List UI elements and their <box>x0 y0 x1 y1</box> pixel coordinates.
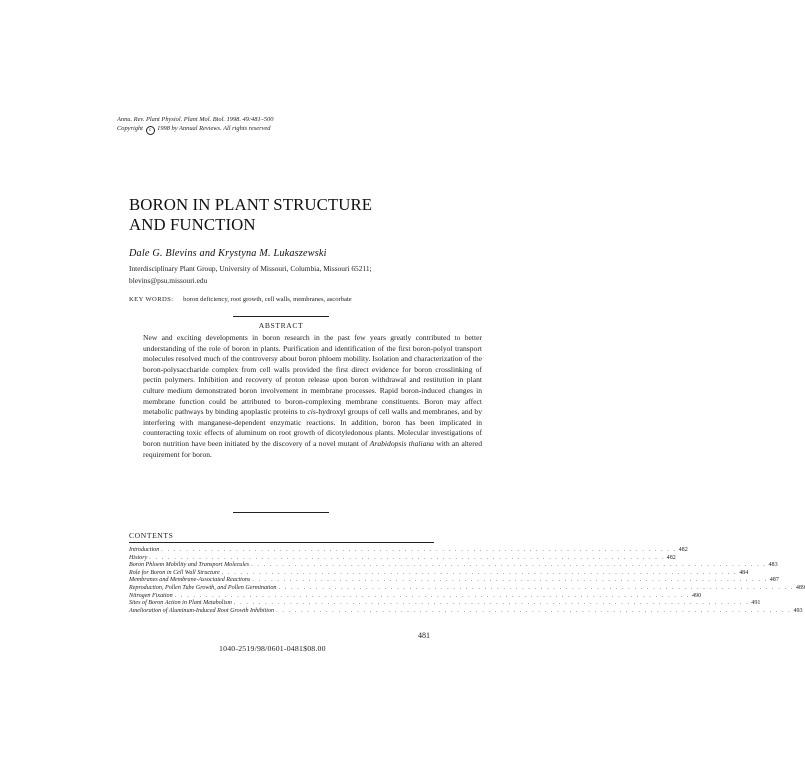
contents-heading: CONTENTS <box>129 531 174 540</box>
journal-citation: Annu. Rev. Plant Physiol. Plant Mol. Biol. 1998. 49:481–500 <box>117 116 274 123</box>
toc-leader-dots: . . . . . . . . . . . . . . . . . . . . . . . . . . . . . . . . . . . . . . . . . . . . . . . . . . . . . . . . . . . . . . . . . . . . . . . . . . . . . . . . . . . <box>221 569 738 576</box>
toc-item-page: 493 <box>793 607 803 614</box>
keywords-text: boron deficiency, root growth, cell walls, membranes, ascorbate <box>183 296 352 303</box>
abstract-italic-cis: cis <box>307 407 316 417</box>
abstract-part-2: -hydroxyl groups of cell walls and membranes, and by interfering with manganese-dependent enzymatic reactions. In addition, boron has been implicated in counteracting toxic effects of aluminum on root growth of dicotyledonous plants. Molecular investigations of boron nutrition have been initiated by the discovery of a novel mutant of <box>143 407 482 448</box>
toc-item-cell-wall[interactable] <box>129 569 749 578</box>
copyright-line <box>117 125 273 135</box>
toc-leader-dots: . . . . . . . . . . . . . . . . . . . . . . . . . . . . . . . . . . . . . . . . . . . . . . . . . . . . . . . . . . . . . . . . . . . . . . . . . . . . . . . . . . . <box>278 584 794 591</box>
toc-item-page: 484 <box>739 569 749 576</box>
toc-item-label: Reproduction, Pollen Tube Growth, and Pollen Germination <box>129 584 277 591</box>
abstract-bottom-rule <box>233 512 329 513</box>
author-email[interactable]: blevins@psu.missouri.edu <box>129 276 208 285</box>
toc-item-membranes[interactable] <box>129 577 779 585</box>
toc-item-phloem-mobility[interactable] <box>129 562 778 570</box>
toc-item-reproduction[interactable] <box>129 584 805 593</box>
toc-item-label: Role for Boron in Cell Wall Structure <box>129 569 220 576</box>
abstract-part-1: New and exciting developments in boron research in the past few years greatly contributed to better understanding of the role of boron in plants. Purification and identification of the first boron-polyol transport molecules resolved much of the controversy about boron phloem mobility. Isolation and characterization of the boron-polysaccharide complex from cell walls provided the first direct evidence for boron crosslinking of pectin polymers. Inhibition and recovery of proton release upon boron withdrawal and restitution in plant culture medium demonstrated boron involvement in membrane processes. Rapid boron-induced changes in membrane function could be attributed to boron-complexing membrane constituents. Boron may affect metabolic pathways by binding apoplastic proteins to <box>143 333 482 417</box>
toc-leader-dots: . . . . . . . . . . . . . . . . . . . . . . . . . . . . . . . . . . . . . . . . . . . . . . . . . . . . . . . . . . . . . . . . . . . . . . . . . . . . . . . . . . . <box>161 547 677 553</box>
toc-item-page: 490 <box>692 592 702 599</box>
article-title <box>129 195 489 235</box>
toc-item-introduction[interactable] <box>129 547 688 555</box>
toc-leader-dots: . . . . . . . . . . . . . . . . . . . . . . . . . . . . . . . . . . . . . . . . . . . . . . . . . . . . . . . . . . . . . . . . . . . . . . . . . . . . . . . . . . . <box>233 600 750 607</box>
toc-leader-dots: . . . . . . . . . . . . . . . . . . . . . . . . . . . . . . . . . . . . . . . . . . . . . . . . . . . . . . . . . . . . . . . . . . . . . . . . . . . . . . . . . . . <box>276 607 792 614</box>
abstract-part-3: with an altered requirement for boron. <box>143 438 482 459</box>
affiliation-line-1: Interdisciplinary Plant Group, University of Missouri, Columbia, Missouri 65211; <box>129 264 372 273</box>
toc-item-page: 487 <box>769 577 779 584</box>
authors: Dale G. Blevins and Krystyna M. Lukaszewski <box>129 248 327 259</box>
table-of-contents <box>129 547 805 615</box>
toc-item-page: 483 <box>768 562 778 569</box>
toc-item-label: Sites of Boron Action in Plant Metabolism <box>129 600 232 607</box>
toc-item-history[interactable] <box>129 554 676 563</box>
affiliation <box>129 263 469 287</box>
toc-item-label: Introduction <box>129 547 160 553</box>
abstract-italic-species: Arabidopsis thaliana <box>369 438 434 448</box>
toc-item-aluminum-amelioration[interactable] <box>129 607 803 616</box>
copyright-text: 1998 by Annual Reviews. All rights reserved <box>157 124 271 132</box>
toc-leader-dots: . . . . . . . . . . . . . . . . . . . . . . . . . . . . . . . . . . . . . . . . . . . . . . . . . . . . . . . . . . . . . . . . . . . . . . . . . . . . . . . . . . . <box>251 562 767 569</box>
toc-leader-dots: . . . . . . . . . . . . . . . . . . . . . . . . . . . . . . . . . . . . . . . . . . . . . . . . . . . . . . . . . . . . . . . . . . . . . . . . . . . . . . . . . . . <box>174 592 690 599</box>
footer-code: 1040-2519/98/0601-0481$08.00 <box>219 644 326 653</box>
toc-leader-dots: . . . . . . . . . . . . . . . . . . . . . . . . . . . . . . . . . . . . . . . . . . . . . . . . . . . . . . . . . . . . . . . . . . . . . . . . . . . . . . . . . . . <box>149 554 665 561</box>
journal-header <box>117 116 273 135</box>
toc-item-label: Nitrogen Fixation <box>129 592 173 599</box>
abstract-top-rule <box>233 316 329 317</box>
toc-item-label: History <box>129 554 148 561</box>
keywords <box>129 296 352 303</box>
contents-rule <box>129 542 434 543</box>
toc-item-page: 482 <box>666 554 676 561</box>
toc-item-boron-action-sites[interactable] <box>129 600 761 608</box>
toc-item-page: 491 <box>751 600 761 607</box>
copyright-icon: c <box>146 126 155 135</box>
toc-item-label: Boron Phloem Mobility and Transport Molecules <box>129 562 250 569</box>
toc-item-page: 489 <box>795 584 805 591</box>
title-line-1: BORON IN PLANT STRUCTURE <box>129 195 373 214</box>
toc-item-label: Amelioration of Aluminum-Induced Root Growth Inhibition <box>129 607 275 614</box>
page-number: 481 <box>418 631 430 640</box>
abstract-heading: ABSTRACT <box>258 321 304 330</box>
title-line-2: AND FUNCTION <box>129 215 256 234</box>
keywords-label: KEY WORDS: <box>129 296 174 303</box>
toc-leader-dots: . . . . . . . . . . . . . . . . . . . . . . . . . . . . . . . . . . . . . . . . . . . . . . . . . . . . . . . . . . . . . . . . . . . . . . . . . . . . . . . . . . . <box>252 577 768 584</box>
toc-item-page: 482 <box>678 547 688 553</box>
toc-item-label: Membranes and Membrane-Associated Reactions <box>129 577 251 584</box>
copyright-prefix: Copyright <box>117 124 143 132</box>
abstract-text <box>143 333 482 460</box>
